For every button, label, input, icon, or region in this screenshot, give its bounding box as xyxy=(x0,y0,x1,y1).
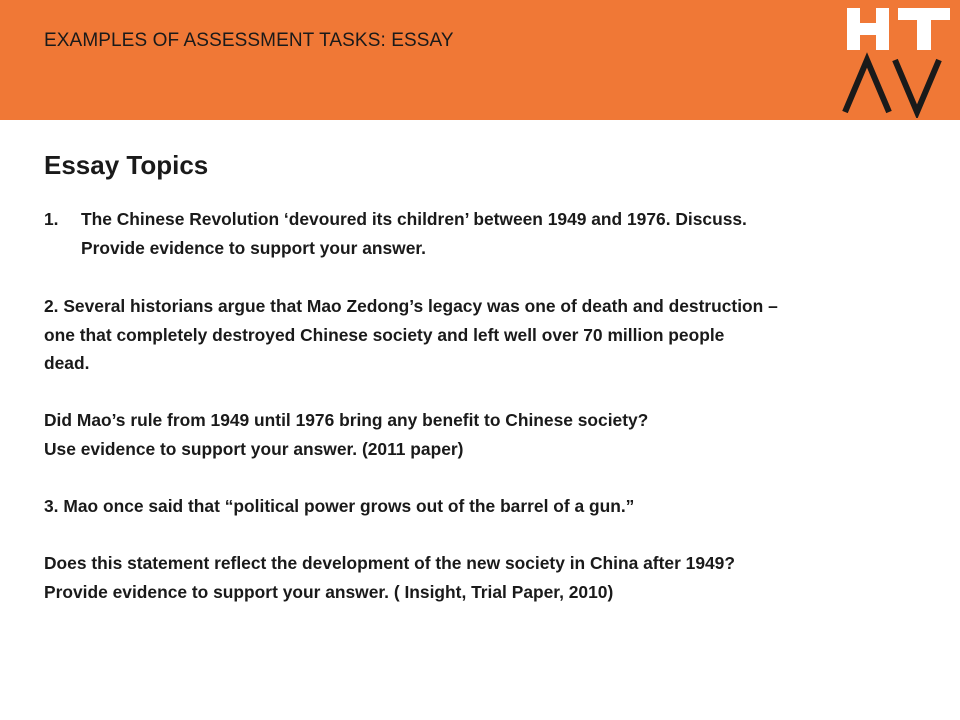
header-title: EXAMPLES OF ASSESSMENT TASKS: ESSAY xyxy=(44,30,454,51)
topic-1 xyxy=(44,205,944,262)
topic-2-question-line-1: Did Mao’s rule from 1949 until 1976 bring any benefit to Chinese society? xyxy=(44,410,649,430)
topic-1-line-2: Provide evidence to support your answer. xyxy=(81,237,427,258)
topic-3-line-1: 3. Mao once said that “political power grows out of the barrel of a gun.” xyxy=(44,496,635,516)
header-band xyxy=(0,0,960,120)
topic-3-question xyxy=(44,549,944,606)
topic-2-statement xyxy=(44,292,944,378)
topic-1-line-1 xyxy=(44,205,944,234)
htav-logo xyxy=(842,2,954,118)
topic-2-question xyxy=(44,406,944,463)
topic-2-line-2: one that completely destroyed Chinese society and left well over 70 million people xyxy=(44,324,725,345)
topic-2-line-3: dead. xyxy=(44,353,90,373)
topic-3-statement xyxy=(44,492,944,521)
topic-2-line-1: 2. Several historians argue that Mao Zedong’s legacy was one of death and destruction – xyxy=(44,296,778,316)
topic-3-question-line-2: Provide evidence to support your answer. ( Insight, Trial Paper, 2010) xyxy=(44,581,614,602)
section-title: Essay Topics xyxy=(44,150,209,180)
topic-3-question-line-1: Does this statement reflect the development of the new society in China after 1949? xyxy=(44,553,735,573)
topic-2-question-line-2: Use evidence to support your answer. (2011 paper) xyxy=(44,438,464,459)
topic-1-number: 1. xyxy=(44,209,59,229)
topic-1-text: The Chinese Revolution ‘devoured its children’ between 1949 and 1976. Discuss. xyxy=(81,209,747,229)
